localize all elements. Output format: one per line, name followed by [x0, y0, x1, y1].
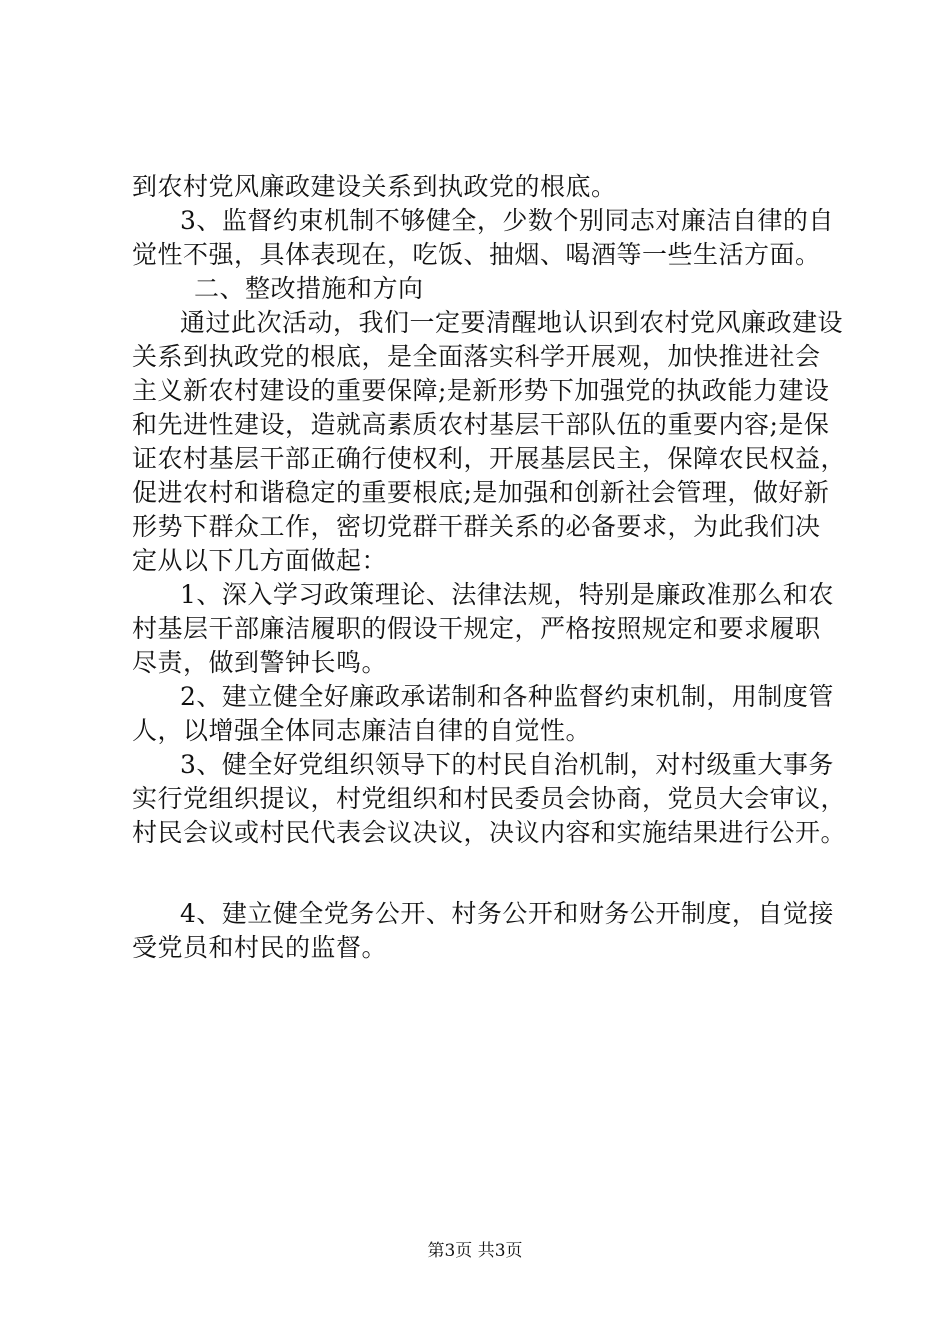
paragraph-line: 3、监督约束机制不够健全，少数个别同志对廉洁自律的自 — [180, 206, 834, 235]
paragraph-line: 定从以下几方面做起： — [132, 546, 388, 575]
paragraph-line: 4、建立健全党务公开、村务公开和财务公开制度，自觉接 — [180, 899, 834, 928]
page-footer: 第3页 共3页 — [427, 1241, 523, 1261]
paragraph-line: 关系到执政党的根底，是全面落实科学开展观，加快推进社会 — [132, 342, 821, 371]
paragraph-line: 2、建立健全好廉政承诺制和各种监督约束机制，用制度管 — [180, 682, 834, 711]
paragraph-line: 通过此次活动，我们一定要清醒地认识到农村党风廉政建设 — [180, 308, 844, 337]
paragraph-line: 觉性不强，具体表现在，吃饭、抽烟、喝酒等一些生活方面。 — [132, 240, 821, 269]
paragraph-line: 主义新农村建设的重要保障;是新形势下加强党的执政能力建设 — [132, 376, 830, 405]
paragraph-line: 证农村基层干部正确行使权利，开展基层民主，保障农民权益， — [132, 444, 847, 473]
paragraph-line: 促进农村和谐稳定的重要根底;是加强和创新社会管理，做好新 — [132, 478, 830, 507]
paragraph-line: 到农村党风廉政建设关系到执政党的根底。 — [132, 172, 617, 201]
paragraph-line: 1、深入学习政策理论、法律法规，特别是廉政准那么和农 — [180, 580, 834, 609]
paragraph-line: 和先进性建设，造就高素质农村基层干部队伍的重要内容;是保 — [132, 410, 830, 439]
paragraph-line: 尽责，做到警钟长鸣。 — [132, 648, 388, 677]
paragraph-line: 3、健全好党组织领导下的村民自治机制，对村级重大事务 — [180, 750, 834, 779]
paragraph-spacer — [132, 850, 832, 897]
paragraph-line: 受党员和村民的监督。 — [132, 933, 388, 962]
paragraph-line: 形势下群众工作，密切党群干群关系的必备要求，为此我们决 — [132, 512, 821, 541]
paragraph-line: 实行党组织提议，村党组织和村民委员会协商，党员大会审议， — [132, 784, 847, 813]
section-heading: 二、整改措施和方向 — [194, 274, 424, 303]
paragraph-line: 村基层干部廉洁履职的假设干规定，严格按照规定和要求履职 — [132, 614, 821, 643]
document-body — [132, 170, 847, 965]
paragraph-line: 人，以增强全体同志廉洁自律的自觉性。 — [132, 716, 592, 745]
paragraph-line: 村民会议或村民代表会议决议，决议内容和实施结果进行公开。 — [132, 818, 847, 847]
